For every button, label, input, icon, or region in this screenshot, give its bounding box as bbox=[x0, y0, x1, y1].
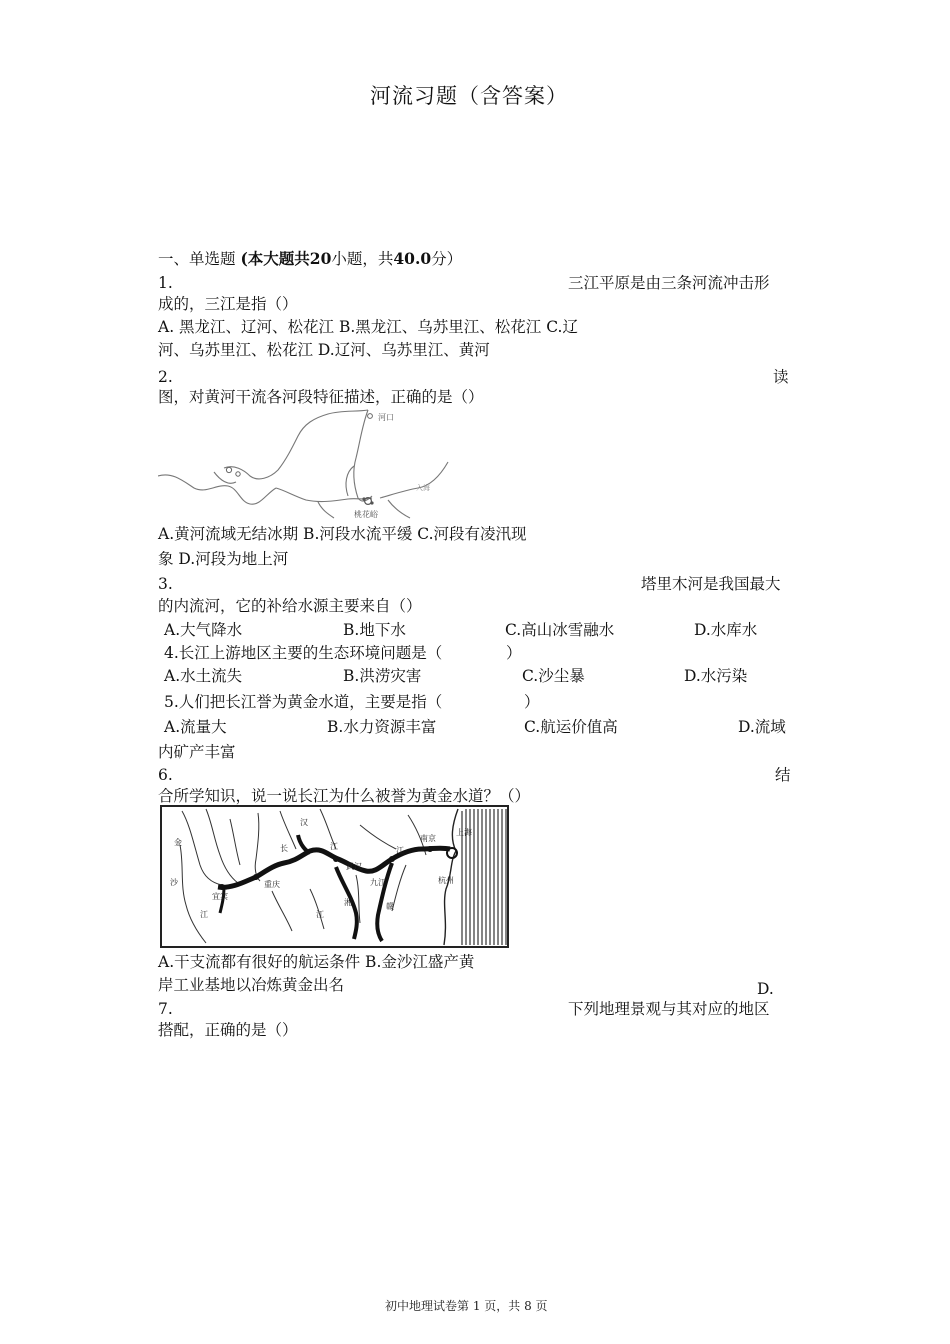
section-score: 40.0 bbox=[393, 249, 432, 268]
map-label-taohuayu: 桃花峪 bbox=[354, 510, 378, 519]
q4-option-c: C.沙尘暴 bbox=[522, 667, 585, 685]
map-label-hekou: 河口 bbox=[378, 413, 394, 422]
map-label-13: 江 bbox=[316, 910, 324, 919]
map-label-3: 江 bbox=[396, 846, 404, 855]
map-label-8: 重庆 bbox=[264, 880, 280, 889]
map-label-6: 上海 bbox=[456, 828, 472, 837]
q5-option-b: B.水力资源丰富 bbox=[327, 718, 437, 736]
q6-stem: 结 bbox=[775, 766, 791, 784]
q5-stem: 5.人们把长江誉为黄金水道，主要是指（ bbox=[164, 693, 443, 711]
map-label-16: 汉 bbox=[300, 818, 308, 827]
q4-option-d: D.水污染 bbox=[684, 667, 748, 685]
q3-stem-cont: 的内流河，它的补给水源主要来自（） bbox=[158, 597, 422, 615]
q5-option-d-cont: 内矿产丰富 bbox=[158, 743, 236, 761]
q2-number: 2. bbox=[158, 368, 173, 386]
map-label-5: 南京 bbox=[420, 834, 436, 843]
q6-options: A.干支流都有很好的航运条件 B.金沙江盛产黄 bbox=[158, 953, 475, 971]
q5-option-d: D.流域 bbox=[738, 718, 786, 736]
page-footer: 初中地理试卷第 1 页，共 8 页 bbox=[385, 1299, 548, 1313]
q3-option-c: C.高山冰雪融水 bbox=[505, 621, 615, 639]
q1-stem-cont: 成的，三江是指（） bbox=[158, 295, 298, 313]
q5-stem-close: ） bbox=[524, 693, 540, 711]
map-label-14: 湘 bbox=[344, 898, 352, 907]
section-suffix: 分） bbox=[431, 250, 463, 268]
q2-stem-cont: 图，对黄河干流各河段特征描述，正确的是（） bbox=[158, 388, 484, 406]
q1-stem: 三江平原是由三条河流冲击形 bbox=[568, 274, 770, 292]
q4-option-a: A.水土流失 bbox=[164, 667, 243, 685]
q2-options: A.黄河流域无结冰期 B.河段水流平缓 C.河段有凌汛现 bbox=[158, 525, 527, 543]
q6-option-d: D. bbox=[757, 980, 774, 998]
section-mid: 小题，共 bbox=[331, 250, 394, 268]
q2-stem: 读 bbox=[773, 368, 789, 386]
section-info: (本大题共 bbox=[240, 249, 310, 268]
yellow-river-map bbox=[158, 406, 454, 520]
section-count: 20 bbox=[309, 249, 332, 268]
q1-number: 1. bbox=[158, 274, 173, 292]
q4-stem-close: ） bbox=[506, 644, 522, 662]
q6-stem-cont: 合所学知识，说一说长江为什么被誉为黄金水道？（） bbox=[158, 787, 531, 805]
map-label-10: 金 bbox=[174, 838, 182, 847]
map-label-7: 杭州 bbox=[438, 876, 454, 885]
page-title: 河流习题（含答案） bbox=[370, 84, 568, 108]
q4-option-b: B.洪涝灾害 bbox=[343, 667, 422, 685]
q3-number: 3. bbox=[158, 575, 173, 593]
q1-options-cont: 河、乌苏里江、松花江 D.辽河、乌苏里江、黄河 bbox=[158, 341, 490, 359]
map-label-4: 九江 bbox=[370, 878, 386, 887]
yangtze-river-map bbox=[160, 805, 510, 949]
map-label-11: 沙 bbox=[170, 878, 178, 887]
q3-option-b: B.地下水 bbox=[343, 621, 406, 639]
map-label-15: 赣 bbox=[386, 902, 394, 911]
q7-stem-cont: 搭配，正确的是（） bbox=[158, 1021, 298, 1039]
q5-option-c: C.航运价值高 bbox=[524, 718, 618, 736]
q3-option-a: A.大气降水 bbox=[164, 621, 243, 639]
map-label-2: 武汉 bbox=[346, 862, 362, 871]
map-label-sea: 入海 bbox=[416, 484, 430, 492]
map-label-9: 宜宾 bbox=[212, 892, 228, 901]
q4-stem: 4.长江上游地区主要的生态环境问题是（ bbox=[164, 644, 443, 662]
map-label-1: 江 bbox=[330, 842, 338, 851]
q2-options-cont: 象 D.河段为地上河 bbox=[158, 550, 289, 568]
map-label-12: 江 bbox=[200, 910, 208, 919]
section-header bbox=[158, 249, 462, 269]
q7-stem: 下列地理景观与其对应的地区 bbox=[568, 1000, 770, 1018]
q3-option-d: D.水库水 bbox=[694, 621, 758, 639]
q6-number: 6. bbox=[158, 766, 173, 784]
q3-stem: 塔里木河是我国最大 bbox=[641, 575, 781, 593]
map-label-0: 长 bbox=[280, 844, 288, 853]
q7-number: 7. bbox=[158, 1000, 173, 1018]
q6-options-cont: 岸工业基地以冶炼黄金出名 bbox=[158, 976, 345, 994]
q5-option-a: A.流量大 bbox=[164, 718, 227, 736]
section-prefix: 一、单选题 bbox=[158, 250, 236, 268]
q1-options: A. 黑龙江、辽河、松花江 B.黑龙江、乌苏里江、松花江 C.辽 bbox=[158, 318, 578, 336]
